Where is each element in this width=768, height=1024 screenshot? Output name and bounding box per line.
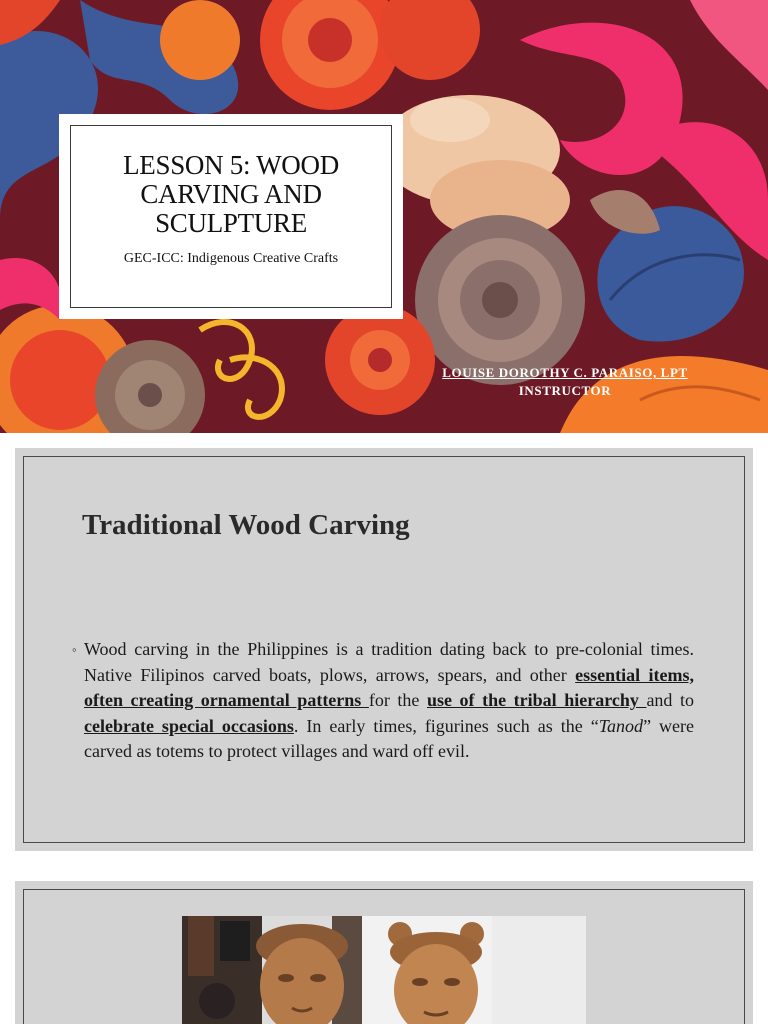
- lesson-title: LESSON 5: WOOD CARVING AND SCULPTURE: [123, 149, 339, 238]
- bullet-text: [84, 637, 694, 765]
- carved-wooden-heads-photo: [182, 916, 586, 1024]
- bullet-item: [72, 637, 744, 765]
- content-slide: [15, 448, 753, 851]
- bullet-circle-icon: ◦: [72, 642, 77, 657]
- italic-tanod: Tanod: [598, 715, 644, 736]
- emphasis-special-occasions: celebrate special occasions: [84, 715, 294, 736]
- image-slide: [15, 881, 753, 1024]
- bullet-seg-1: Wood carving in the Philippines is a tradition dating back to pre-colonial times. Native Filipinos carved boats, plows, arrows, spears, and other: [84, 639, 694, 685]
- title-card: [59, 114, 403, 319]
- instructor-name: LOUISE DOROTHY C. PARAISO, LPT: [442, 365, 688, 380]
- instructor-block: [420, 364, 710, 400]
- bullet-seg-2: for the: [368, 690, 427, 710]
- emphasis-essential-items: essential items, often creating ornamental patterns: [84, 664, 694, 710]
- bullet-seg-5: ” were carved as totems to protect villages and ward off evil.: [84, 715, 695, 761]
- title-card-frame: [70, 125, 392, 308]
- instructor-role: INSTRUCTOR: [518, 383, 612, 398]
- slide-frame: [23, 456, 745, 843]
- bullet-seg-4: . In early times, figurines such as the “: [293, 715, 599, 736]
- course-subtitle: GEC-ICC: Indigenous Creative Crafts: [123, 250, 339, 266]
- title-slide: [0, 0, 768, 433]
- slide-title: Traditional Wood Carving: [82, 509, 410, 541]
- photo-illustration: [182, 916, 586, 1024]
- emphasis-tribal-hierarchy: use of the tribal hierarchy: [426, 690, 647, 710]
- bullet-seg-3: and to: [646, 690, 694, 710]
